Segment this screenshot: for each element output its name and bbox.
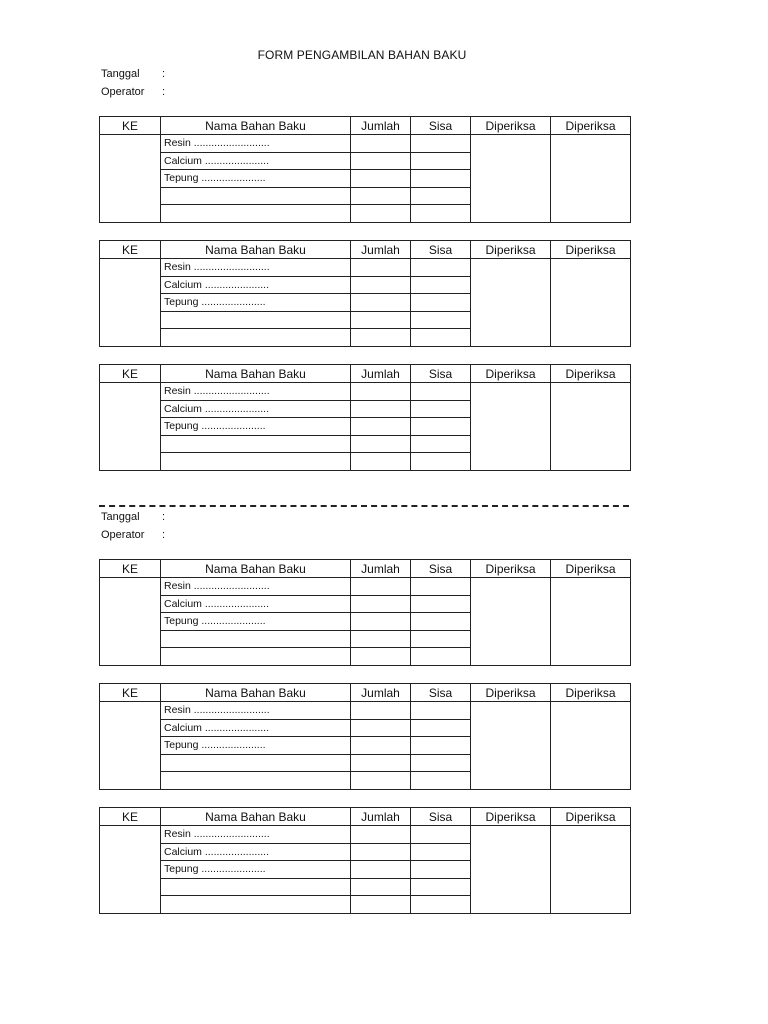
bahan-baku-cell[interactable]: Calcium ...................... xyxy=(161,719,351,737)
bahan-baku-cell[interactable]: Calcium ...................... xyxy=(161,152,351,170)
sisa-cell[interactable] xyxy=(411,613,471,631)
sisa-cell[interactable] xyxy=(411,276,471,294)
jumlah-cell[interactable] xyxy=(351,595,411,613)
sisa-cell[interactable] xyxy=(411,187,471,205)
form-header-top xyxy=(101,65,172,101)
diperiksa-header-2: Diperiksa xyxy=(551,365,631,383)
diperiksa-header: Diperiksa xyxy=(471,684,551,702)
diperiksa-cell[interactable] xyxy=(471,826,551,914)
table-row xyxy=(100,702,631,720)
sisa-header: Sisa xyxy=(411,241,471,259)
bahan-baku-cell[interactable] xyxy=(161,896,351,914)
jumlah-header: Jumlah xyxy=(351,684,411,702)
bahan-baku-cell[interactable]: Tepung ...................... xyxy=(161,294,351,312)
jumlah-header: Jumlah xyxy=(351,808,411,826)
pengambilan-table xyxy=(99,364,631,471)
jumlah-header: Jumlah xyxy=(351,365,411,383)
sisa-header: Sisa xyxy=(411,560,471,578)
sisa-cell[interactable] xyxy=(411,259,471,277)
pengambilan-table xyxy=(99,559,631,666)
table-header-row xyxy=(100,560,631,578)
jumlah-cell[interactable] xyxy=(351,896,411,914)
bahan-baku-cell[interactable] xyxy=(161,435,351,453)
cut-line-divider xyxy=(99,505,629,507)
ke-cell[interactable] xyxy=(100,702,161,790)
jumlah-cell[interactable] xyxy=(351,861,411,879)
sisa-cell[interactable] xyxy=(411,383,471,401)
operator-row xyxy=(101,83,172,101)
table-row xyxy=(100,383,631,401)
table-row xyxy=(100,826,631,844)
bahan-baku-cell[interactable] xyxy=(161,187,351,205)
sisa-cell[interactable] xyxy=(411,630,471,648)
diperiksa-cell-2[interactable] xyxy=(551,578,631,666)
jumlah-cell[interactable] xyxy=(351,294,411,312)
table-header-row xyxy=(100,365,631,383)
sisa-cell[interactable] xyxy=(411,754,471,772)
sisa-cell[interactable] xyxy=(411,453,471,471)
sisa-cell[interactable] xyxy=(411,152,471,170)
sisa-cell[interactable] xyxy=(411,311,471,329)
sisa-cell[interactable] xyxy=(411,772,471,790)
ke-cell[interactable] xyxy=(100,135,161,223)
diperiksa-header: Diperiksa xyxy=(471,241,551,259)
jumlah-cell[interactable] xyxy=(351,702,411,720)
sisa-header: Sisa xyxy=(411,684,471,702)
sisa-cell[interactable] xyxy=(411,702,471,720)
bahan-baku-cell[interactable]: Calcium ...................... xyxy=(161,276,351,294)
sisa-header: Sisa xyxy=(411,117,471,135)
jumlah-cell[interactable] xyxy=(351,418,411,436)
diperiksa-header-2: Diperiksa xyxy=(551,117,631,135)
pengambilan-table xyxy=(99,116,631,223)
jumlah-cell[interactable] xyxy=(351,205,411,223)
diperiksa-cell[interactable] xyxy=(471,135,551,223)
sisa-cell[interactable] xyxy=(411,205,471,223)
sisa-cell[interactable] xyxy=(411,737,471,755)
bahan-baku-cell[interactable]: Resin .......................... xyxy=(161,383,351,401)
jumlah-cell[interactable] xyxy=(351,329,411,347)
bahan-baku-cell[interactable]: Tepung ...................... xyxy=(161,861,351,879)
sisa-cell[interactable] xyxy=(411,418,471,436)
jumlah-cell[interactable] xyxy=(351,772,411,790)
diperiksa-cell[interactable] xyxy=(471,702,551,790)
ke-header: KE xyxy=(100,684,161,702)
diperiksa-header: Diperiksa xyxy=(471,560,551,578)
tanggal-separator: : xyxy=(162,511,166,523)
ke-cell[interactable] xyxy=(100,383,161,471)
operator-separator: : xyxy=(162,86,166,98)
jumlah-header: Jumlah xyxy=(351,560,411,578)
operator-separator: : xyxy=(162,529,166,541)
sisa-cell[interactable] xyxy=(411,843,471,861)
bahan-baku-cell[interactable] xyxy=(161,311,351,329)
jumlah-cell[interactable] xyxy=(351,135,411,153)
jumlah-cell[interactable] xyxy=(351,719,411,737)
jumlah-cell[interactable] xyxy=(351,187,411,205)
jumlah-cell[interactable] xyxy=(351,383,411,401)
sisa-cell[interactable] xyxy=(411,170,471,188)
jumlah-cell[interactable] xyxy=(351,826,411,844)
jumlah-cell[interactable] xyxy=(351,276,411,294)
diperiksa-cell-2[interactable] xyxy=(551,383,631,471)
jumlah-cell[interactable] xyxy=(351,152,411,170)
pengambilan-table xyxy=(99,683,631,790)
bahan-baku-cell[interactable]: Calcium ...................... xyxy=(161,595,351,613)
tanggal-row xyxy=(101,65,172,83)
nama-bahan-baku-header: Nama Bahan Baku xyxy=(161,560,351,578)
operator-label: Operator xyxy=(101,86,145,98)
bahan-baku-cell[interactable] xyxy=(161,205,351,223)
bahan-baku-cell[interactable]: Tepung ...................... xyxy=(161,170,351,188)
jumlah-header: Jumlah xyxy=(351,117,411,135)
pengambilan-table xyxy=(99,240,631,347)
ke-header: KE xyxy=(100,117,161,135)
nama-bahan-baku-header: Nama Bahan Baku xyxy=(161,808,351,826)
diperiksa-cell-2[interactable] xyxy=(551,259,631,347)
sisa-cell[interactable] xyxy=(411,878,471,896)
bahan-baku-cell[interactable] xyxy=(161,329,351,347)
bahan-baku-cell[interactable] xyxy=(161,648,351,666)
jumlah-cell[interactable] xyxy=(351,311,411,329)
jumlah-cell[interactable] xyxy=(351,435,411,453)
jumlah-cell[interactable] xyxy=(351,737,411,755)
diperiksa-cell[interactable] xyxy=(471,259,551,347)
sisa-cell[interactable] xyxy=(411,826,471,844)
sisa-cell[interactable] xyxy=(411,595,471,613)
bahan-baku-cell[interactable]: Calcium ...................... xyxy=(161,843,351,861)
operator-label: Operator xyxy=(101,529,145,541)
table-row xyxy=(100,578,631,596)
nama-bahan-baku-header: Nama Bahan Baku xyxy=(161,684,351,702)
table-row xyxy=(100,135,631,153)
jumlah-cell[interactable] xyxy=(351,259,411,277)
bahan-baku-cell[interactable]: Tepung ...................... xyxy=(161,418,351,436)
bahan-baku-cell[interactable]: Calcium ...................... xyxy=(161,400,351,418)
jumlah-cell[interactable] xyxy=(351,578,411,596)
diperiksa-cell[interactable] xyxy=(471,383,551,471)
bahan-baku-cell[interactable]: Resin .......................... xyxy=(161,259,351,277)
ke-header: KE xyxy=(100,560,161,578)
sisa-cell[interactable] xyxy=(411,719,471,737)
bahan-baku-cell[interactable]: Tepung ...................... xyxy=(161,613,351,631)
sisa-cell[interactable] xyxy=(411,294,471,312)
jumlah-cell[interactable] xyxy=(351,400,411,418)
table-row xyxy=(100,259,631,277)
jumlah-cell[interactable] xyxy=(351,453,411,471)
jumlah-cell[interactable] xyxy=(351,843,411,861)
jumlah-cell[interactable] xyxy=(351,878,411,896)
sisa-header: Sisa xyxy=(411,808,471,826)
ke-header: KE xyxy=(100,365,161,383)
ke-cell[interactable] xyxy=(100,578,161,666)
jumlah-cell[interactable] xyxy=(351,170,411,188)
sisa-cell[interactable] xyxy=(411,648,471,666)
bahan-baku-cell[interactable]: Resin .......................... xyxy=(161,702,351,720)
page-title: FORM PENGAMBILAN BAHAN BAKU xyxy=(257,48,467,62)
bahan-baku-cell[interactable]: Resin .......................... xyxy=(161,135,351,153)
tanggal-row xyxy=(101,508,172,526)
diperiksa-header: Diperiksa xyxy=(471,808,551,826)
jumlah-cell[interactable] xyxy=(351,630,411,648)
bahan-baku-cell[interactable]: Tepung ...................... xyxy=(161,737,351,755)
bahan-baku-cell[interactable]: Resin .......................... xyxy=(161,826,351,844)
ke-cell[interactable] xyxy=(100,826,161,914)
diperiksa-cell-2[interactable] xyxy=(551,702,631,790)
sisa-cell[interactable] xyxy=(411,435,471,453)
table-header-row xyxy=(100,808,631,826)
operator-row xyxy=(101,526,172,544)
bahan-baku-cell[interactable] xyxy=(161,878,351,896)
diperiksa-header: Diperiksa xyxy=(471,365,551,383)
jumlah-cell[interactable] xyxy=(351,613,411,631)
sisa-cell[interactable] xyxy=(411,578,471,596)
diperiksa-header-2: Diperiksa xyxy=(551,241,631,259)
diperiksa-cell[interactable] xyxy=(471,578,551,666)
diperiksa-header: Diperiksa xyxy=(471,117,551,135)
jumlah-cell[interactable] xyxy=(351,754,411,772)
pengambilan-table xyxy=(99,807,631,914)
nama-bahan-baku-header: Nama Bahan Baku xyxy=(161,241,351,259)
tanggal-label: Tanggal xyxy=(101,511,140,523)
diperiksa-header-2: Diperiksa xyxy=(551,808,631,826)
sisa-cell[interactable] xyxy=(411,329,471,347)
table-header-row xyxy=(100,684,631,702)
bahan-baku-cell[interactable] xyxy=(161,453,351,471)
bahan-baku-cell[interactable] xyxy=(161,772,351,790)
diperiksa-cell-2[interactable] xyxy=(551,826,631,914)
ke-header: KE xyxy=(100,808,161,826)
jumlah-cell[interactable] xyxy=(351,648,411,666)
table-header-row xyxy=(100,241,631,259)
sisa-cell[interactable] xyxy=(411,861,471,879)
tanggal-separator: : xyxy=(162,68,166,80)
nama-bahan-baku-header: Nama Bahan Baku xyxy=(161,117,351,135)
bahan-baku-cell[interactable] xyxy=(161,754,351,772)
diperiksa-header-2: Diperiksa xyxy=(551,560,631,578)
nama-bahan-baku-header: Nama Bahan Baku xyxy=(161,365,351,383)
sisa-cell[interactable] xyxy=(411,400,471,418)
diperiksa-header-2: Diperiksa xyxy=(551,684,631,702)
diperiksa-cell-2[interactable] xyxy=(551,135,631,223)
table-header-row xyxy=(100,117,631,135)
bahan-baku-cell[interactable]: Resin .......................... xyxy=(161,578,351,596)
bahan-baku-cell[interactable] xyxy=(161,630,351,648)
sisa-header: Sisa xyxy=(411,365,471,383)
ke-header: KE xyxy=(100,241,161,259)
ke-cell[interactable] xyxy=(100,259,161,347)
form-header-bottom xyxy=(101,508,172,544)
sisa-cell[interactable] xyxy=(411,135,471,153)
tanggal-label: Tanggal xyxy=(101,68,140,80)
jumlah-header: Jumlah xyxy=(351,241,411,259)
sisa-cell[interactable] xyxy=(411,896,471,914)
